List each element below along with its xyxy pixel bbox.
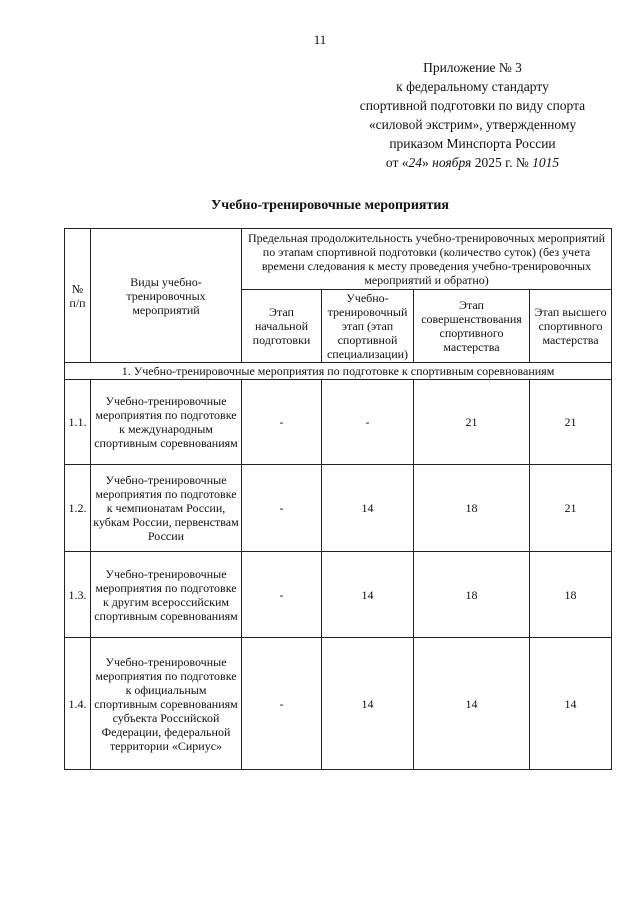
row-value: 14 <box>322 638 414 770</box>
document-title: Учебно-тренировочные мероприятия <box>211 198 449 213</box>
row-value: 18 <box>530 552 612 638</box>
table-row <box>65 552 612 638</box>
row-number: 1.4. <box>65 638 91 770</box>
stage-header: Этап высшего спортивного мастерства <box>530 290 612 363</box>
stage-header: Этап совершенствования спортивного мастерства <box>414 290 530 363</box>
stage-header: Этап начальной подготовки <box>242 290 322 363</box>
row-value: 18 <box>414 465 530 552</box>
row-value: - <box>242 380 322 465</box>
row-name: Учебно-тренировочные мероприятия по подготовке к официальным спортивным соревнованиям субъекта Российской Федерации, федеральной территории «Сириус» <box>91 638 242 770</box>
column-number-header: № п/п <box>65 229 91 363</box>
section-heading: 1. Учебно-тренировочные мероприятия по подготовке к спортивным соревнованиям <box>65 363 612 380</box>
stage-header: Учебно-тренировочный этап (этап спортивной специализации) <box>322 290 414 363</box>
row-value: 14 <box>530 638 612 770</box>
training-events-table <box>64 228 612 770</box>
table-row <box>65 638 612 770</box>
table-row <box>65 465 612 552</box>
appendix-line: к федеральному стандарту <box>396 79 549 94</box>
row-value: - <box>242 552 322 638</box>
order-month: ноября <box>432 155 472 170</box>
row-value: 21 <box>530 465 612 552</box>
row-name: Учебно-тренировочные мероприятия по подготовке к международным спортивным соревнованиям <box>91 380 242 465</box>
table-row <box>65 380 612 465</box>
row-value: - <box>242 465 322 552</box>
row-value: 21 <box>530 380 612 465</box>
appendix-line: приказом Минспорта России <box>389 136 556 151</box>
row-value: 21 <box>414 380 530 465</box>
row-value: 14 <box>322 552 414 638</box>
row-value: 18 <box>414 552 530 638</box>
order-number: 1015 <box>532 155 560 170</box>
row-value: - <box>242 638 322 770</box>
row-value: - <box>322 380 414 465</box>
appendix-block <box>330 58 615 172</box>
appendix-line: «силовой экстрим», утвержденному <box>368 117 577 132</box>
row-value: 14 <box>414 638 530 770</box>
order-day: 24 <box>408 155 422 170</box>
page-number: 11 <box>313 32 327 47</box>
row-value: 14 <box>322 465 414 552</box>
appendix-line: спортивной подготовки по виду спорта <box>359 98 586 113</box>
row-name: Учебно-тренировочные мероприятия по подготовке к другим всероссийским спортивным соревнованиям <box>91 552 242 638</box>
column-type-header: Виды учебно-тренировочных мероприятий <box>91 229 242 363</box>
row-number: 1.2. <box>65 465 91 552</box>
row-number: 1.1. <box>65 380 91 465</box>
row-name: Учебно-тренировочные мероприятия по подготовке к чемпионатам России, кубкам России, первенствам России <box>91 465 242 552</box>
appendix-line: Приложение № 3 <box>423 60 522 75</box>
row-number: 1.3. <box>65 552 91 638</box>
column-duration-header: Предельная продолжительность учебно-тренировочных мероприятий по этапам спортивной подготовки (количество суток) (без учета времени следования к месту проведения учебно-тренировочных мероприятий и обратно) <box>242 229 612 290</box>
order-date-line: от «24» ноября 2025 г. № 1015 <box>385 155 560 170</box>
